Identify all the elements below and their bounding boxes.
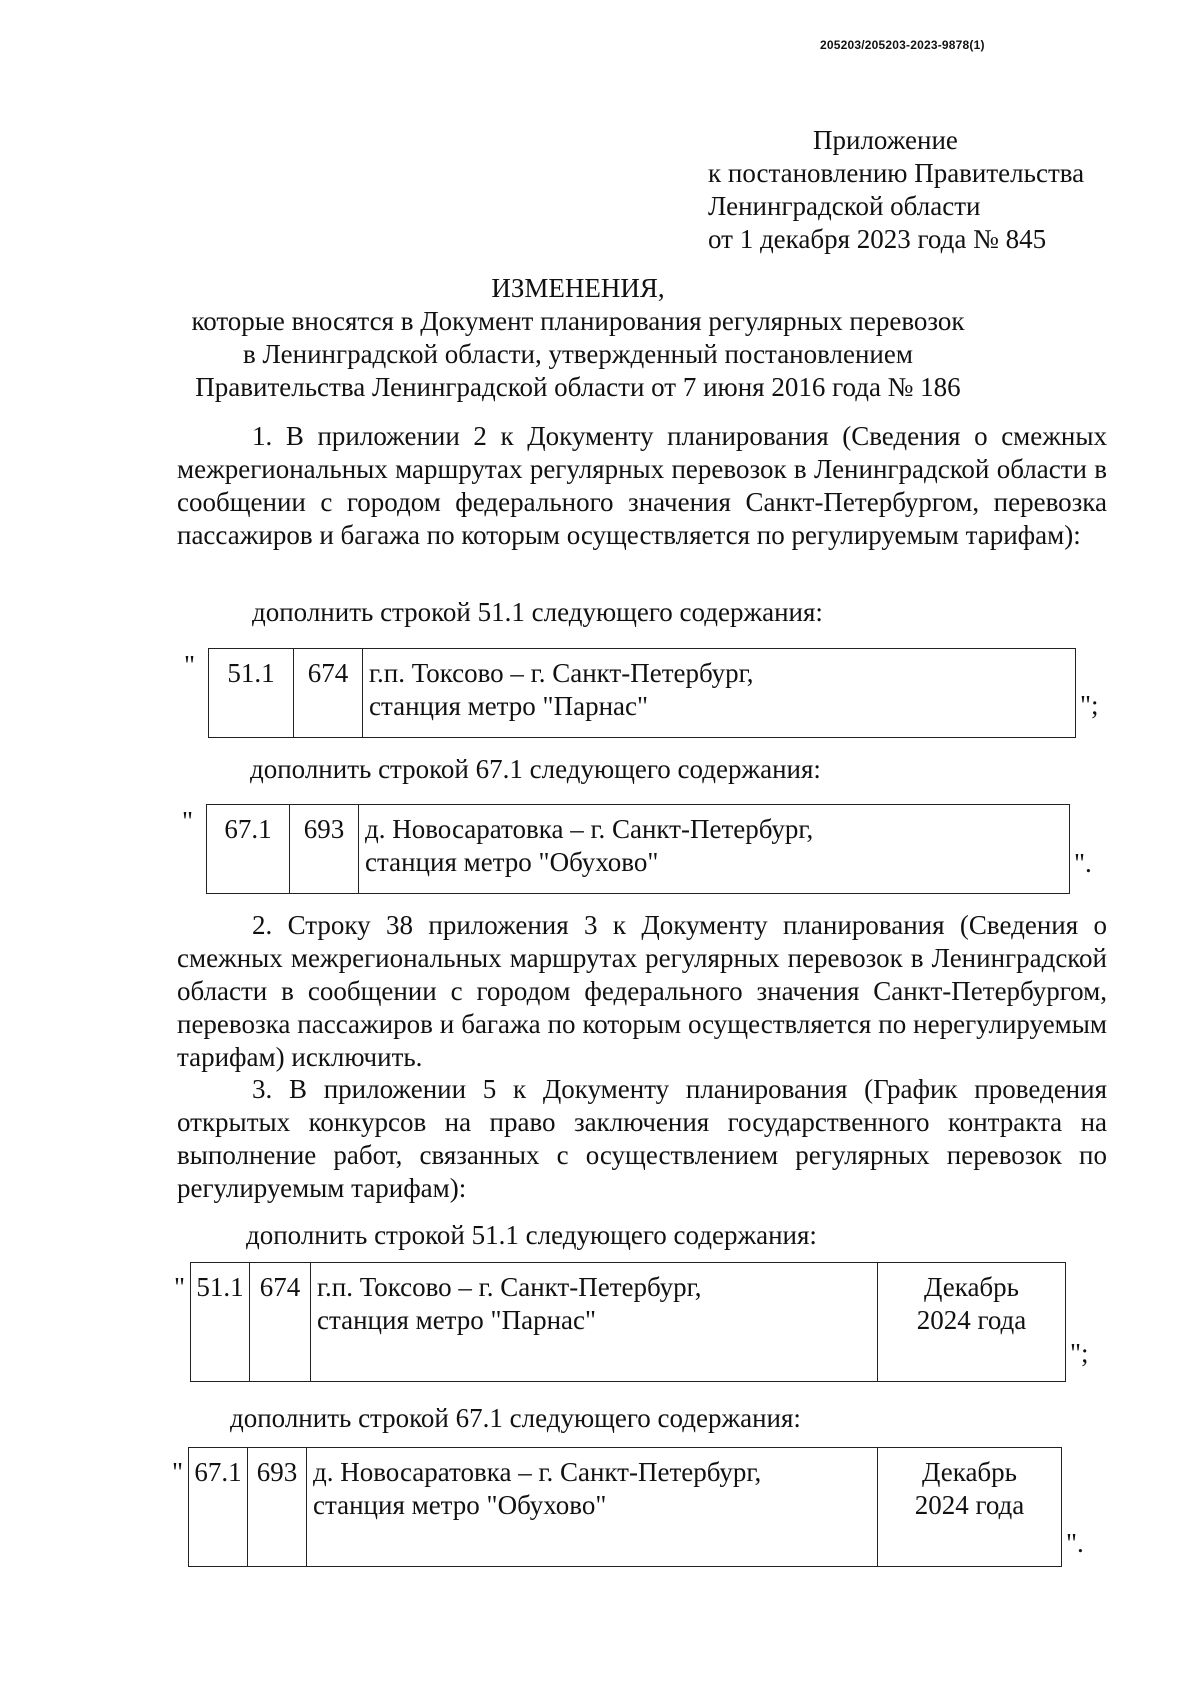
table-row-67-1-appendix2 — [206, 804, 1070, 894]
open-quote: " — [172, 1457, 184, 1487]
row-number: 67.1 — [189, 1448, 248, 1567]
section-1-note-51: дополнить строкой 51.1 следующего содержания: — [252, 597, 823, 627]
row-number: 67.1 — [207, 805, 290, 894]
route-line: станция метро "Обухово" — [365, 847, 659, 877]
open-quote: " — [174, 1272, 186, 1302]
row-end-mark: ". — [1074, 848, 1092, 878]
section-2-paragraph: 2. Строку 38 приложения 3 к Документу планирования (Сведения о смежных межрегиональных маршрутах регулярных перевозок в Ленинградской области в сообщении с городом федерального значения Санкт-Петербургом, перевозка пассажиров и багажа по которым осуществляется по нерегулируемым тарифам) исключить. — [177, 910, 1107, 1072]
title-line: Правительства Ленинградской области от 7 июня 2016 года № 186 — [195, 372, 961, 402]
annex-line: к постановлению Правительства — [708, 158, 1085, 188]
date-line: Декабрь — [922, 1457, 1017, 1487]
route-description — [307, 1448, 878, 1567]
route-number: 674 — [294, 649, 363, 738]
route-description — [311, 1263, 878, 1382]
title-heading: ИЗМЕНЕНИЯ, — [491, 273, 665, 303]
annex-block — [708, 124, 1084, 256]
section-3-paragraph: 3. В приложении 5 к Документу планирования (График проведения открытых конкурсов на право заключения государственного контракта на выполнение работ, связанных с осуществлением регулярных перевозок по регулируемым тарифам): — [177, 1074, 1107, 1203]
route-number: 693 — [248, 1448, 307, 1567]
annex-line: Приложение — [813, 125, 958, 155]
title-line: в Ленинградской области, утвержденный постановлением — [243, 339, 913, 369]
row-number: 51.1 — [209, 649, 294, 738]
open-quote: " — [182, 806, 194, 836]
route-line: д. Новосаратовка – г. Санкт-Петербург, — [313, 1457, 762, 1487]
table-row-67-1-appendix5 — [188, 1447, 1062, 1567]
table-row-51-1-appendix2 — [208, 648, 1076, 738]
tender-date — [878, 1448, 1062, 1567]
table-row-51-1-appendix5 — [190, 1262, 1066, 1382]
route-line: г.п. Токсово – г. Санкт-Петербург, — [317, 1272, 702, 1302]
date-line: Декабрь — [924, 1272, 1019, 1302]
route-number: 674 — [250, 1263, 311, 1382]
route-number: 693 — [290, 805, 359, 894]
route-description — [359, 805, 1070, 894]
title-line: которые вносятся в Документ планирования регулярных перевозок — [191, 306, 965, 336]
annex-line: Ленинградской области — [708, 191, 981, 221]
section-3-note-51: дополнить строкой 51.1 следующего содержания: — [246, 1220, 817, 1250]
route-line: станция метро "Обухово" — [313, 1490, 607, 1520]
row-end-mark: "; — [1070, 1338, 1089, 1368]
route-line: г.п. Токсово – г. Санкт-Петербург, — [369, 658, 754, 688]
open-quote: " — [184, 650, 196, 680]
document-id: 205203/205203-2023-9878(1) — [820, 38, 985, 52]
date-line: 2024 года — [914, 1490, 1025, 1520]
route-line: д. Новосаратовка – г. Санкт-Петербург, — [365, 814, 814, 844]
section-1-paragraph: 1. В приложении 2 к Документу планирования (Сведения о смежных межрегиональных маршрутах регулярных перевозок в Ленинградской области в сообщении с городом федерального значения Санкт-Петербургом, перевозка пассажиров и багажа по которым осуществляется по регулируемым тарифам): — [177, 421, 1107, 550]
section-3-note-67: дополнить строкой 67.1 следующего содержания: — [230, 1403, 801, 1433]
row-end-mark: "; — [1080, 690, 1099, 720]
document-title — [0, 272, 1200, 404]
route-description — [363, 649, 1076, 738]
section-1-note-67: дополнить строкой 67.1 следующего содержания: — [250, 754, 821, 784]
row-end-mark: ". — [1066, 1528, 1084, 1558]
route-line: станция метро "Парнас" — [317, 1305, 597, 1335]
tender-date — [878, 1263, 1066, 1382]
date-line: 2024 года — [916, 1305, 1027, 1335]
annex-line: от 1 декабря 2023 года № 845 — [708, 224, 1047, 254]
row-number: 51.1 — [191, 1263, 250, 1382]
route-line: станция метро "Парнас" — [369, 691, 649, 721]
